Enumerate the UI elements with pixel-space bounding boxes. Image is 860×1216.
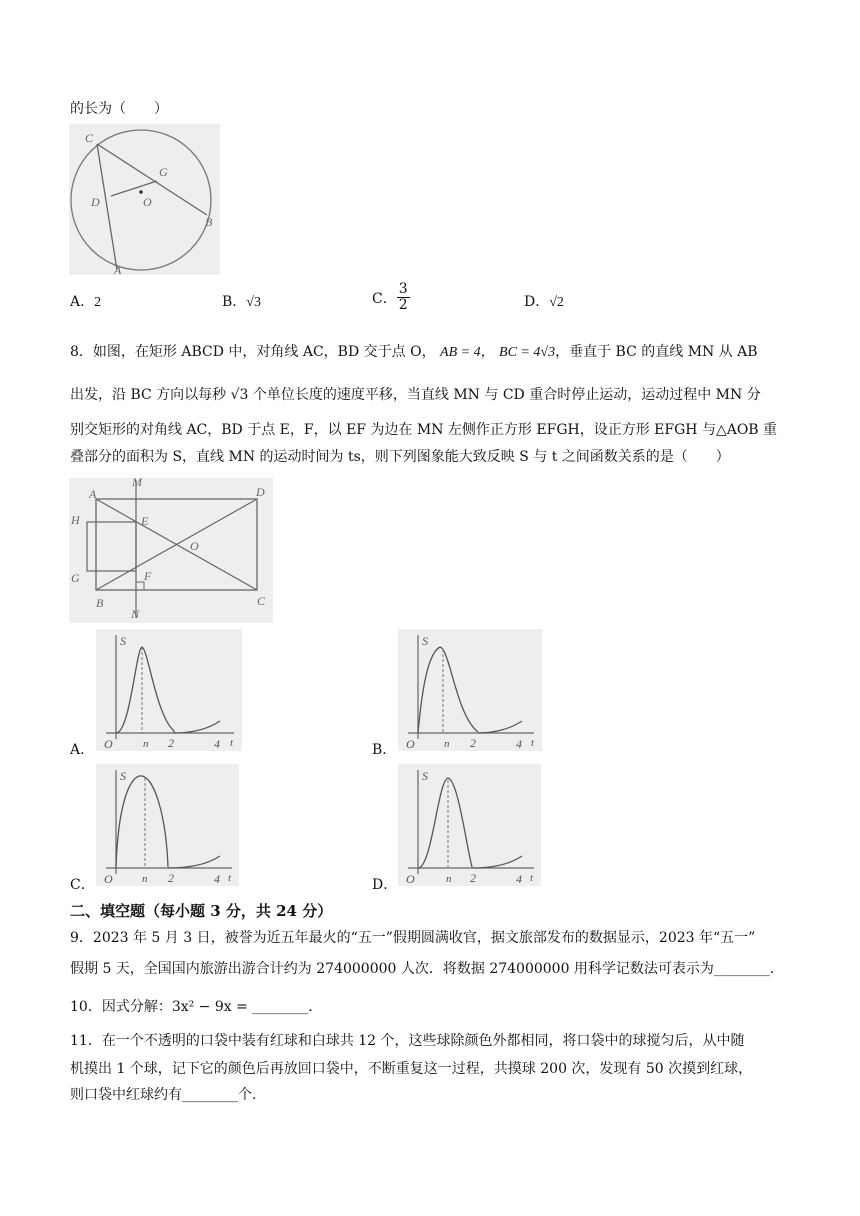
label-a: A — [114, 263, 122, 275]
label-d: D — [256, 485, 265, 499]
q8-line-1-bc: BC = 4√3 — [499, 345, 556, 360]
q11-line-2: 机摸出 1 个球，记下它的颜色后再放回口袋中，不断重复这一过程，共摸球 200 次，发现有 50 次摸到红球， — [70, 1061, 753, 1077]
q8-line-3: 别交矩形的对角线 AC，BD 于点 E，F，以 EF 为边在 MN 左侧作正方形 EFGH，设正方形 EFGH 与△AOB 重 — [70, 422, 778, 438]
q8-line-1 — [70, 341, 758, 361]
tick-2: 2 — [168, 871, 174, 885]
option-d-value: √2 — [549, 295, 564, 310]
option-b-label: B． — [222, 294, 247, 310]
q7-option-a — [70, 291, 101, 311]
axis-t: t — [228, 872, 232, 884]
label-g: G — [71, 571, 80, 585]
q8-line-1-ab: AB = 4， — [440, 345, 495, 360]
q7-circle-figure — [69, 124, 220, 275]
graph-d-svg — [398, 764, 541, 886]
q8-graph-a — [96, 629, 242, 751]
axis-t: t — [530, 872, 534, 884]
tick-4: 4 — [516, 872, 522, 886]
label-d: D — [91, 195, 100, 209]
graph-b-svg — [398, 629, 542, 751]
label-a: A — [89, 487, 97, 501]
label-n: N — [131, 607, 140, 621]
option-c-label: C． — [372, 290, 397, 307]
section-2-title: 二、填空题（每小题 3 分，共 24 分） — [70, 902, 333, 920]
q9-line-1: 9．2023 年 5 月 3 日，被誉为近五年最火的“五一”假期圆满收官，据文旅部发布的数据显示，2023 年“五一” — [70, 930, 756, 946]
axis-s: S — [120, 769, 126, 783]
axis-t: t — [230, 737, 234, 749]
tick-n: n — [143, 738, 149, 750]
q8-line-2: 出发，沿 BC 方向以每秒 √3 个单位长度的速度平移，当直线 MN 与 CD 重合时停止运动，运动过程中 MN 分 — [70, 387, 761, 403]
option-d-label: D． — [524, 294, 550, 310]
q8-option-d-label: D． — [372, 877, 398, 893]
tick-4: 4 — [516, 737, 522, 751]
graph-c-svg — [96, 764, 239, 886]
tick-n: n — [142, 873, 148, 885]
q7-question-tail: 的长为（ ） — [70, 101, 168, 117]
q8-option-b-label: B． — [372, 742, 397, 758]
tick-4: 4 — [214, 737, 220, 751]
q7-option-d — [524, 291, 564, 311]
axis-s: S — [422, 769, 428, 783]
tick-2: 2 — [470, 871, 476, 885]
label-c: C — [257, 594, 266, 608]
tick-2: 2 — [168, 736, 174, 750]
q8-option-c-label: C． — [70, 877, 95, 893]
q8-option-a-label: A． — [70, 742, 95, 758]
label-b: B — [96, 596, 104, 610]
fraction-numerator: 3 — [398, 281, 408, 297]
axis-s: S — [422, 634, 428, 648]
option-b-value: √3 — [246, 295, 261, 310]
label-o: O — [143, 195, 152, 209]
axis-o: O — [406, 872, 415, 886]
option-a-value: 2 — [94, 295, 102, 310]
q8-graph-b — [398, 629, 542, 751]
q8-graph-d — [398, 764, 541, 886]
tick-2: 2 — [470, 736, 476, 750]
q9-line-2: 假期 5 天，全国国内旅游出游合计约为 274000000 人次．将数据 274000000 用科学记数法可表示为________. — [70, 961, 775, 977]
q8-line-4: 叠部分的面积为 S，直线 MN 的运动时间为 ts，则下列图象能大致反映 S 与 t 之间函数关系的是（ ） — [70, 449, 730, 465]
tick-4: 4 — [214, 872, 220, 886]
label-o: O — [190, 539, 199, 553]
q7-option-b — [222, 291, 261, 311]
q8-line-1-d: ，垂直于 BC 的直线 MN 从 AB — [555, 344, 758, 360]
fraction-denominator: 2 — [398, 297, 408, 314]
q11-line-3: 则口袋中红球约有________个. — [70, 1087, 257, 1103]
axis-o: O — [406, 737, 415, 751]
q8-line-1-a: 8．如图，在矩形 ABCD 中，对角线 AC，BD 交于点 O， — [70, 344, 436, 360]
label-e: E — [141, 514, 149, 528]
label-g: G — [159, 165, 168, 179]
label-m: M — [132, 478, 142, 489]
q7-option-c — [372, 282, 410, 314]
axis-o: O — [104, 737, 113, 751]
q11-line-1: 11．在一个不透明的口袋中装有红球和白球共 12 个，这些球除颜色外都相同，将口袋中的球搅匀后，从中随 — [70, 1033, 745, 1049]
label-b: B — [205, 215, 213, 229]
label-f: F — [144, 569, 152, 583]
tick-n: n — [444, 738, 450, 750]
option-c-fraction — [397, 282, 410, 314]
graph-a-svg — [96, 629, 242, 751]
axis-t: t — [531, 737, 535, 749]
q8-rectangle-figure — [69, 478, 273, 623]
label-c: C — [85, 131, 94, 145]
axis-o: O — [104, 872, 113, 886]
q8-graph-c — [96, 764, 239, 886]
q10-text: 10．因式分解：3x² − 9x = ________． — [70, 999, 323, 1015]
label-h: H — [71, 513, 80, 527]
tick-n: n — [446, 873, 452, 885]
option-a-label: A． — [70, 294, 95, 310]
axis-s: S — [120, 634, 126, 648]
